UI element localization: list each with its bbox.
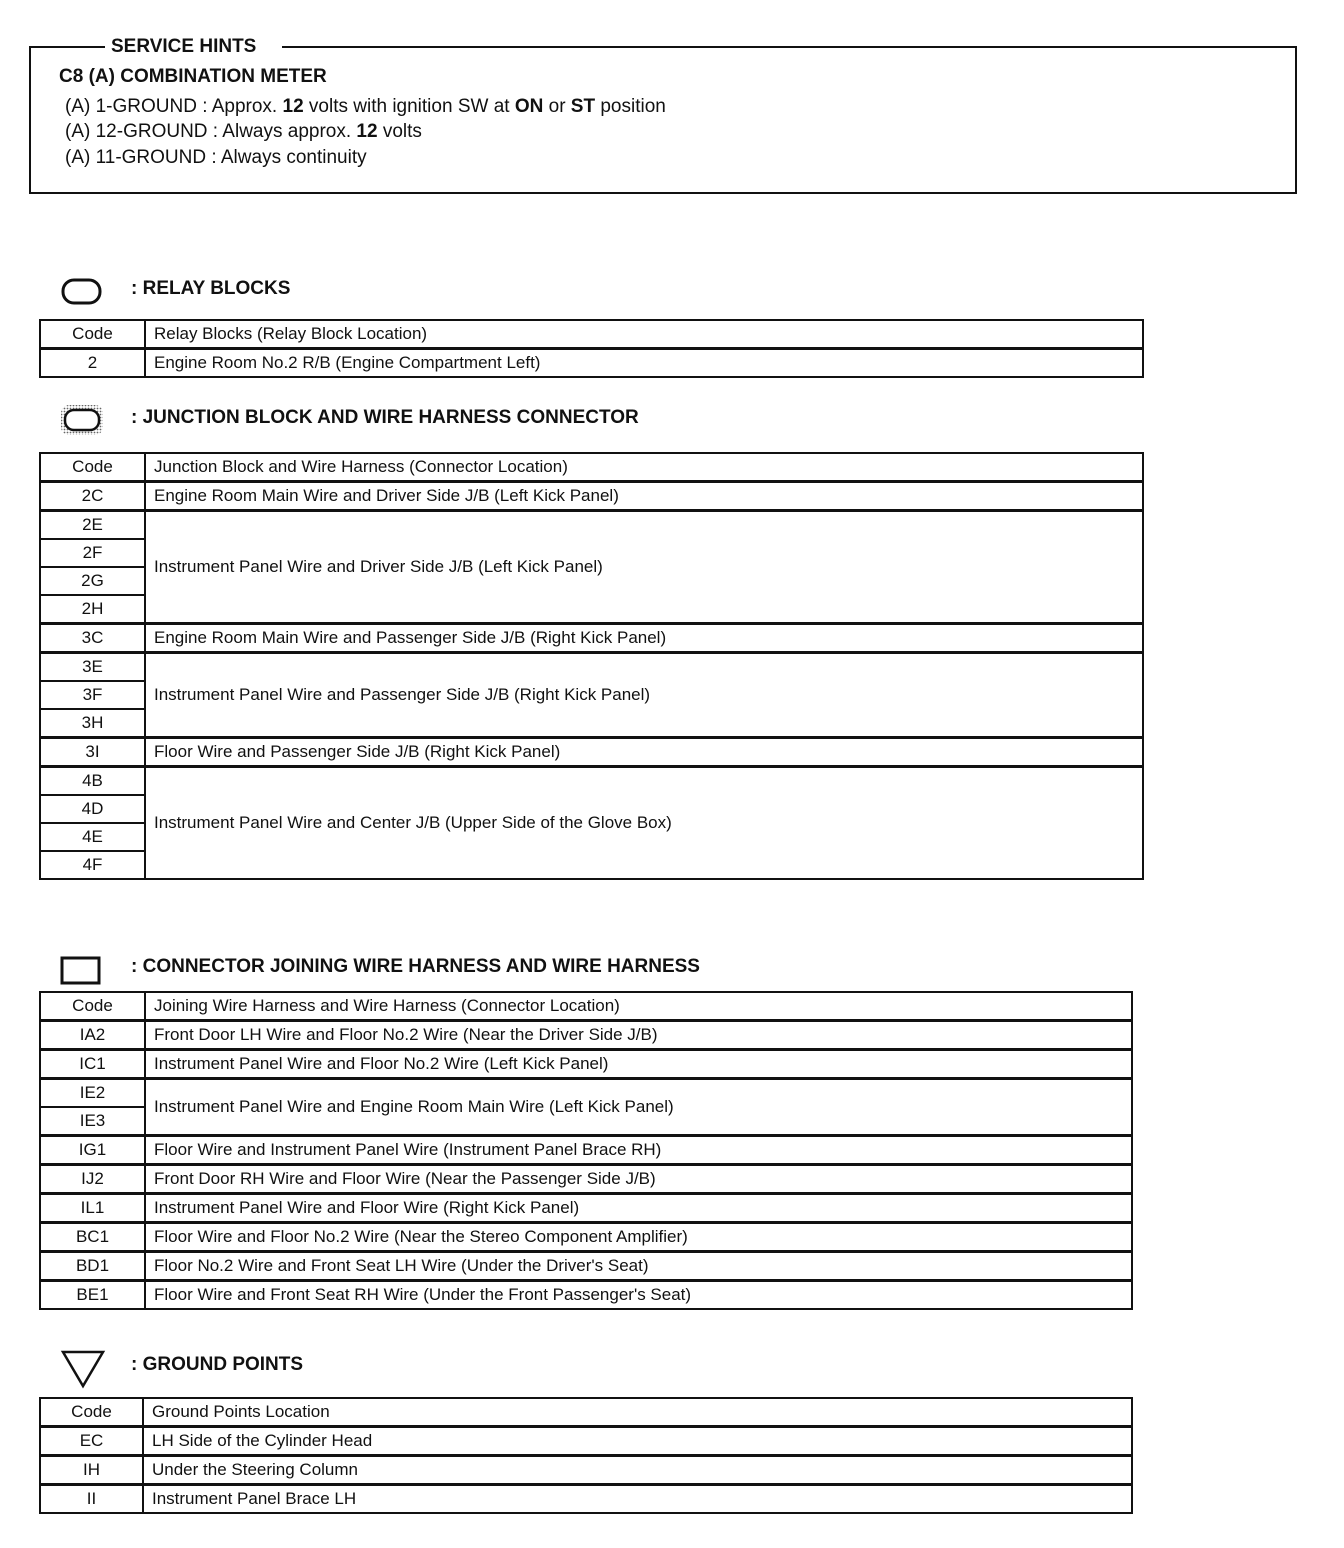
- table-row: [40, 1194, 1132, 1223]
- code-cell: 4B: [40, 767, 145, 796]
- table-row: [40, 1050, 1132, 1079]
- header-location-cell: Junction Block and Wire Harness (Connector Location): [145, 453, 1143, 482]
- code-cell: 3I: [40, 738, 145, 767]
- location-cell: Instrument Panel Brace LH: [143, 1485, 1132, 1514]
- code-cell: 3H: [40, 709, 145, 738]
- location-cell: Floor No.2 Wire and Front Seat LH Wire (Under the Driver's Seat): [145, 1252, 1132, 1281]
- header-code-cell: Code: [40, 992, 145, 1021]
- table-row: [40, 1252, 1132, 1281]
- relay-blocks-title: : RELAY BLOCKS: [131, 278, 291, 299]
- code-cell: II: [40, 1485, 143, 1514]
- code-cell: 2C: [40, 482, 145, 511]
- code-cell: IA2: [40, 1021, 145, 1050]
- hint-line-1: (A) 1-GROUND : Approx. 12 volts with ignition SW at ON or ST position: [65, 96, 666, 117]
- code-cell: IE3: [40, 1107, 145, 1136]
- table-row: [40, 1427, 1132, 1456]
- header-code-cell: Code: [40, 1398, 143, 1427]
- location-cell: Instrument Panel Wire and Center J/B (Upper Side of the Glove Box): [145, 767, 1143, 880]
- table-row: [40, 1456, 1132, 1485]
- relay-block-icon: [61, 278, 103, 306]
- code-cell: 2F: [40, 539, 145, 567]
- location-cell: Floor Wire and Front Seat RH Wire (Under the Front Passenger's Seat): [145, 1281, 1132, 1310]
- code-cell: BC1: [40, 1223, 145, 1252]
- table-row: [40, 1079, 1132, 1108]
- table-row: [40, 482, 1143, 511]
- code-cell: 4F: [40, 851, 145, 879]
- code-cell: IL1: [40, 1194, 145, 1223]
- connectors-table: [39, 991, 1133, 1310]
- junction-block-icon: [60, 404, 104, 436]
- service-hints-title: SERVICE HINTS: [105, 35, 282, 59]
- header-code-cell: Code: [40, 320, 145, 349]
- code-cell: IC1: [40, 1050, 145, 1079]
- header-code-cell: Code: [40, 453, 145, 482]
- table-row: [40, 1281, 1132, 1310]
- ground-points-table: [39, 1397, 1133, 1514]
- code-cell: BD1: [40, 1252, 145, 1281]
- location-cell: LH Side of the Cylinder Head: [143, 1427, 1132, 1456]
- code-cell: IJ2: [40, 1165, 145, 1194]
- location-cell: Floor Wire and Instrument Panel Wire (Instrument Panel Brace RH): [145, 1136, 1132, 1165]
- code-cell: 2E: [40, 511, 145, 540]
- code-cell: 4E: [40, 823, 145, 851]
- junction-blocks-title: : JUNCTION BLOCK AND WIRE HARNESS CONNECTOR: [131, 407, 639, 428]
- table-row: [40, 349, 1143, 378]
- location-cell: Floor Wire and Passenger Side J/B (Right Kick Panel): [145, 738, 1143, 767]
- connector-icon: [60, 956, 102, 986]
- header-location-cell: Joining Wire Harness and Wire Harness (Connector Location): [145, 992, 1132, 1021]
- location-cell: Instrument Panel Wire and Floor No.2 Wire (Left Kick Panel): [145, 1050, 1132, 1079]
- code-cell: 3F: [40, 681, 145, 709]
- location-cell: Floor Wire and Floor No.2 Wire (Near the Stereo Component Amplifier): [145, 1223, 1132, 1252]
- header-location-cell: Ground Points Location: [143, 1398, 1132, 1427]
- relay-blocks-table: [39, 319, 1144, 378]
- location-cell: Instrument Panel Wire and Engine Room Main Wire (Left Kick Panel): [145, 1079, 1132, 1136]
- code-cell: 2H: [40, 595, 145, 624]
- junction-blocks-table: [39, 452, 1144, 880]
- location-cell: Instrument Panel Wire and Passenger Side J/B (Right Kick Panel): [145, 653, 1143, 738]
- location-cell: Front Door LH Wire and Floor No.2 Wire (Near the Driver Side J/B): [145, 1021, 1132, 1050]
- location-cell: Front Door RH Wire and Floor Wire (Near the Passenger Side J/B): [145, 1165, 1132, 1194]
- table-row: [40, 624, 1143, 653]
- location-cell: Instrument Panel Wire and Floor Wire (Right Kick Panel): [145, 1194, 1132, 1223]
- code-cell: 3C: [40, 624, 145, 653]
- table-header-row: [40, 453, 1143, 482]
- table-row: [40, 1165, 1132, 1194]
- hint-line-3: (A) 11-GROUND : Always continuity: [65, 147, 367, 168]
- code-cell: EC: [40, 1427, 143, 1456]
- location-cell: Engine Room Main Wire and Passenger Side J/B (Right Kick Panel): [145, 624, 1143, 653]
- table-header-row: [40, 992, 1132, 1021]
- location-cell: Engine Room Main Wire and Driver Side J/B (Left Kick Panel): [145, 482, 1143, 511]
- table-row: [40, 767, 1143, 796]
- code-cell: 2G: [40, 567, 145, 595]
- table-row: [40, 511, 1143, 540]
- table-row: [40, 1485, 1132, 1514]
- location-cell: Under the Steering Column: [143, 1456, 1132, 1485]
- code-cell: IE2: [40, 1079, 145, 1108]
- ground-points-title: : GROUND POINTS: [131, 1354, 304, 1375]
- code-cell: IG1: [40, 1136, 145, 1165]
- code-cell: 4D: [40, 795, 145, 823]
- code-cell: IH: [40, 1456, 143, 1485]
- code-cell: 2: [40, 349, 145, 378]
- table-row: [40, 1021, 1132, 1050]
- location-cell: Instrument Panel Wire and Driver Side J/B (Left Kick Panel): [145, 511, 1143, 624]
- ground-point-icon: [60, 1349, 106, 1389]
- table-row: [40, 1223, 1132, 1252]
- combination-meter-heading: C8 (A) COMBINATION METER: [59, 66, 327, 87]
- table-header-row: [40, 320, 1143, 349]
- code-cell: 3E: [40, 653, 145, 682]
- table-row: [40, 738, 1143, 767]
- service-hints-box: [29, 36, 1297, 194]
- connectors-title: : CONNECTOR JOINING WIRE HARNESS AND WIRE HARNESS: [131, 956, 700, 977]
- code-cell: BE1: [40, 1281, 145, 1310]
- table-row: [40, 1136, 1132, 1165]
- hint-line-2: (A) 12-GROUND : Always approx. 12 volts: [65, 121, 422, 142]
- table-row: [40, 653, 1143, 682]
- table-header-row: [40, 1398, 1132, 1427]
- location-cell: Engine Room No.2 R/B (Engine Compartment Left): [145, 349, 1143, 378]
- header-location-cell: Relay Blocks (Relay Block Location): [145, 320, 1143, 349]
